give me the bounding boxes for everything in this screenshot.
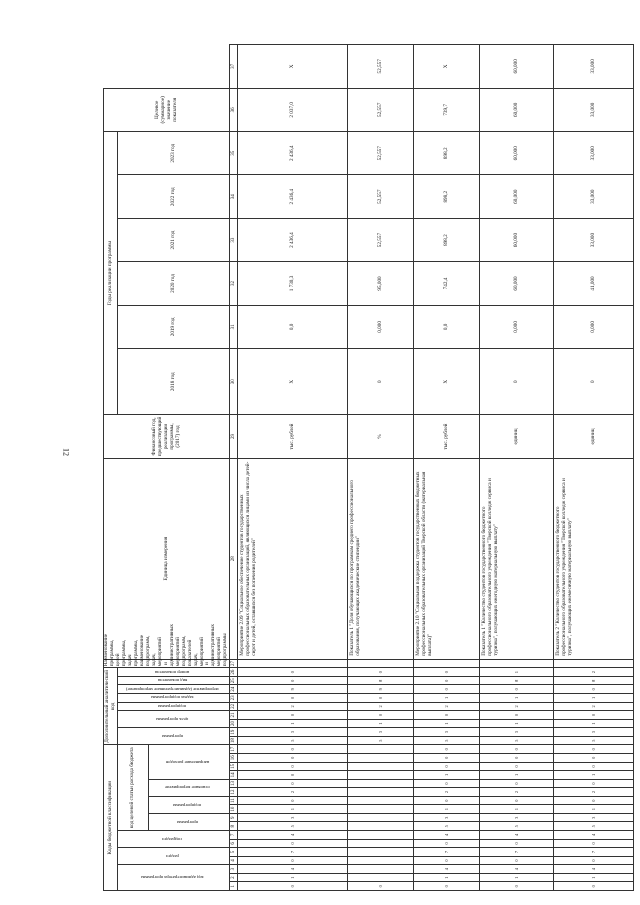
column-number: 19 bbox=[230, 729, 236, 735]
row-unit: % bbox=[348, 415, 414, 458]
row-year-value: 33,000 bbox=[554, 88, 634, 131]
code-cell: 1 bbox=[554, 771, 634, 780]
header-year-2020: 2020 год bbox=[118, 262, 230, 305]
code-cell bbox=[348, 813, 414, 822]
column-number: 7 bbox=[230, 831, 238, 840]
header-program: программа bbox=[148, 813, 230, 830]
code-cell: 0 bbox=[414, 779, 480, 788]
row-year-value: 60,000 bbox=[480, 262, 554, 305]
table-row bbox=[348, 45, 414, 891]
row-base-year: Х bbox=[414, 349, 480, 415]
row-year-value: 60,000 bbox=[480, 88, 554, 131]
row-year-value: 60,000 bbox=[480, 175, 554, 218]
code-cell: 1 bbox=[554, 719, 634, 728]
column-number: 27 bbox=[230, 660, 236, 666]
code-cell: 0 bbox=[414, 796, 480, 805]
code-cell: 4 bbox=[238, 865, 348, 874]
code-cell: 0 bbox=[238, 745, 348, 754]
code-cell: 4 bbox=[238, 831, 348, 840]
row-year-value: 52,557 bbox=[348, 132, 414, 175]
row-name: Мероприятие 2.10 "Социальная поддержка студентов государственных бюджетных профессиональных образовательных организаций Тверской области (материальная выплата)" bbox=[414, 458, 480, 659]
code-cell bbox=[348, 848, 414, 857]
code-cell: 0 bbox=[238, 779, 348, 788]
header-main-event: основное мероприятие bbox=[148, 779, 230, 796]
code-cell: 0 bbox=[554, 711, 634, 720]
row-year-value: 2 037,0 bbox=[238, 88, 348, 131]
code-cell bbox=[348, 796, 414, 805]
code-cell bbox=[348, 745, 414, 754]
row-year-value: 52,557 bbox=[348, 88, 414, 131]
row-year-value: 1 730,3 bbox=[238, 262, 348, 305]
code-cell: 4 bbox=[414, 865, 480, 874]
code-cell: 8 bbox=[554, 676, 634, 685]
code-cell: 0 bbox=[554, 779, 634, 788]
header-years-group: Годы реализации программы bbox=[104, 132, 118, 415]
code-cell: 0 bbox=[348, 711, 414, 720]
code-cell: 3 bbox=[554, 813, 634, 822]
row-year-value: 898,2 bbox=[414, 218, 480, 261]
column-number: 37 bbox=[230, 45, 238, 89]
code-cell: 1 bbox=[480, 771, 554, 780]
row-year-value: 0,0 bbox=[238, 305, 348, 348]
code-cell: 0 bbox=[414, 685, 480, 694]
column-number: 28 bbox=[230, 458, 238, 659]
column-number: 18 bbox=[230, 738, 236, 744]
row-base-year: 0 bbox=[480, 349, 554, 415]
code-cell: 0 bbox=[554, 685, 634, 694]
header-add-task: задача подпрограммы bbox=[118, 694, 230, 703]
code-cell: 1 bbox=[414, 719, 480, 728]
column-number: 3 bbox=[230, 865, 238, 874]
column-number: 22 bbox=[230, 703, 236, 709]
code-cell: 1 bbox=[480, 719, 554, 728]
code-cell: 0 bbox=[480, 754, 554, 763]
code-cell bbox=[348, 805, 414, 814]
header-year-2018: 2018 год bbox=[118, 349, 230, 415]
code-cell bbox=[348, 856, 414, 865]
code-cell: 5 bbox=[238, 822, 348, 831]
column-number: 9 bbox=[230, 813, 238, 822]
code-cell: 8 bbox=[348, 676, 414, 685]
code-cell: 1 bbox=[414, 805, 480, 814]
column-number: 20 bbox=[230, 721, 236, 727]
code-cell: 0 bbox=[348, 882, 414, 891]
table-row bbox=[238, 45, 348, 891]
code-cell bbox=[238, 659, 348, 668]
code-cell: 2 bbox=[414, 788, 480, 797]
code-cell: 4 bbox=[480, 831, 554, 840]
code-cell: 1 bbox=[238, 805, 348, 814]
code-cell: 1 bbox=[414, 694, 480, 703]
code-cell: 0 bbox=[238, 839, 348, 848]
code-cell: 5 bbox=[554, 736, 634, 745]
code-cell: 0 bbox=[554, 762, 634, 771]
column-number: 2 bbox=[230, 873, 238, 882]
code-cell: 2 bbox=[238, 788, 348, 797]
table-row bbox=[480, 45, 554, 891]
column-number: 12 bbox=[230, 789, 236, 795]
code-cell: 7 bbox=[480, 848, 554, 857]
code-cell bbox=[348, 873, 414, 882]
column-number: 26 bbox=[230, 669, 236, 675]
code-cell: 1 bbox=[414, 771, 480, 780]
code-cell: 9 bbox=[348, 685, 414, 694]
rotated-table-container bbox=[103, 44, 600, 891]
code-cell: 0 bbox=[480, 745, 554, 754]
code-cell: 0 bbox=[414, 711, 480, 720]
column-number: 17 bbox=[230, 746, 236, 752]
code-cell: 7 bbox=[414, 848, 480, 857]
row-unit: тыс. рублей bbox=[238, 415, 348, 458]
code-cell: 3 bbox=[238, 728, 348, 737]
code-cell bbox=[348, 754, 414, 763]
column-number: 25 bbox=[230, 678, 236, 684]
code-cell: 0 bbox=[238, 856, 348, 865]
budget-table bbox=[103, 44, 634, 891]
header-subprogram: подпрограмма bbox=[148, 796, 230, 813]
code-cell: 0 bbox=[480, 779, 554, 788]
code-cell bbox=[414, 659, 480, 668]
code-cell: 4 bbox=[554, 865, 634, 874]
row-year-value: 2 436,4 bbox=[238, 175, 348, 218]
code-cell: 0 bbox=[238, 762, 348, 771]
column-number: 14 bbox=[230, 772, 236, 778]
column-number: 15 bbox=[230, 763, 236, 769]
code-cell: 0 bbox=[554, 839, 634, 848]
header-add-event: мероприятие (административное мероприятие) bbox=[118, 685, 230, 694]
header-subsection: подраздел bbox=[118, 831, 230, 848]
code-cell: 1 bbox=[480, 805, 554, 814]
code-cell: 0 bbox=[480, 882, 554, 891]
column-number: 29 bbox=[230, 415, 238, 458]
code-cell: 5 bbox=[480, 822, 554, 831]
code-cell: 0 bbox=[414, 754, 480, 763]
row-year-value: 898,2 bbox=[414, 175, 480, 218]
code-cell: 2 bbox=[554, 702, 634, 711]
row-year-value: 2 436,4 bbox=[238, 132, 348, 175]
code-cell: 5 bbox=[414, 736, 480, 745]
code-cell: 7 bbox=[238, 848, 348, 857]
code-cell: 3 bbox=[414, 813, 480, 822]
header-add-program: программа bbox=[118, 728, 230, 745]
column-number: 21 bbox=[230, 712, 236, 718]
row-year-value: 52,557 bbox=[348, 218, 414, 261]
row-target: Х bbox=[238, 45, 348, 89]
code-cell: 0 bbox=[480, 711, 554, 720]
code-cell bbox=[348, 831, 414, 840]
header-target-article: код целевой статьи расхода бюджета bbox=[118, 745, 149, 831]
code-cell: 0 bbox=[480, 685, 554, 694]
header-add-goal: цель программы bbox=[118, 711, 230, 728]
code-cell: 3 bbox=[414, 728, 480, 737]
row-year-value: 95,000 bbox=[348, 262, 414, 305]
row-year-value: 60,000 bbox=[480, 132, 554, 175]
code-cell: 4 bbox=[554, 831, 634, 840]
code-cell: 0 bbox=[554, 882, 634, 891]
row-name: Показатель 2 "Количество студентов государственного бюджетного профессионального образовательного учреждения "Тверской колледж сервиса и туризма", получающих ежемесячную материальную выплату" bbox=[554, 458, 634, 659]
row-year-value: 2 436,4 bbox=[238, 218, 348, 261]
code-cell: 7 bbox=[554, 848, 634, 857]
code-cell: 0 bbox=[348, 694, 414, 703]
row-year-value: 33,000 bbox=[554, 175, 634, 218]
column-number: 30 bbox=[230, 349, 238, 415]
header-add-indicator-number: номер показателя bbox=[118, 668, 230, 677]
code-cell: 0 bbox=[238, 668, 348, 677]
code-cell: 0 bbox=[238, 771, 348, 780]
row-name: Мероприятие 2.09 "Социальное обеспечение студентов государственных профессиональных образовательных организаций, являющихся лицами из числа детей-сирот и детей, оставшихся без попечения родителей" bbox=[238, 458, 348, 659]
code-cell: 0 bbox=[554, 754, 634, 763]
code-cell: 1 bbox=[554, 694, 634, 703]
code-cell: 0 bbox=[238, 694, 348, 703]
code-cell: 2 bbox=[480, 702, 554, 711]
code-cell: 1 bbox=[348, 719, 414, 728]
code-cell: 3 bbox=[480, 813, 554, 822]
code-cell: 0 bbox=[238, 882, 348, 891]
code-cell bbox=[348, 771, 414, 780]
code-cell: 1 bbox=[238, 719, 348, 728]
code-cell: 0 bbox=[554, 796, 634, 805]
row-target: 52,557 bbox=[348, 45, 414, 89]
row-unit: единиц bbox=[554, 415, 634, 458]
code-cell: 0 bbox=[238, 754, 348, 763]
code-cell: 0 bbox=[480, 856, 554, 865]
code-cell: 2 bbox=[414, 702, 480, 711]
row-unit: тыс. рублей bbox=[414, 415, 480, 458]
column-number: 4 bbox=[230, 856, 238, 865]
header-admin-code: код администратора программы bbox=[118, 865, 230, 891]
column-number: 31 bbox=[230, 305, 238, 348]
code-cell bbox=[480, 659, 554, 668]
table-row bbox=[554, 45, 634, 891]
code-cell: 0 bbox=[238, 711, 348, 720]
column-number: 36 bbox=[230, 88, 238, 131]
column-number: 35 bbox=[230, 132, 238, 175]
code-cell: 3 bbox=[348, 728, 414, 737]
column-number: 24 bbox=[230, 686, 236, 692]
row-target: Х bbox=[414, 45, 480, 89]
code-cell bbox=[348, 822, 414, 831]
code-cell: 3 bbox=[238, 813, 348, 822]
header-base-year: Финансовый год, предшествующий реализации программы, (2017) год bbox=[104, 415, 230, 458]
row-year-value: 52,557 bbox=[348, 175, 414, 218]
code-cell: 0 bbox=[480, 762, 554, 771]
row-year-value: 0,0 bbox=[414, 305, 480, 348]
header-year-2021: 2021 год bbox=[118, 218, 230, 261]
code-cell bbox=[348, 865, 414, 874]
code-cell: 5 bbox=[480, 736, 554, 745]
code-cell: 0 bbox=[480, 839, 554, 848]
header-add-indicator-type: вид показателя bbox=[118, 676, 230, 685]
code-cell: 0 bbox=[414, 882, 480, 891]
column-number: 34 bbox=[230, 175, 238, 218]
header-year-2019: 2019 год bbox=[118, 305, 230, 348]
code-cell: 4 bbox=[414, 831, 480, 840]
header-budget-class: Коды бюджетной классификации bbox=[104, 745, 118, 891]
code-cell: 5 bbox=[414, 822, 480, 831]
code-cell: 0 bbox=[414, 676, 480, 685]
code-cell: 1 bbox=[480, 668, 554, 677]
row-base-year: 0 bbox=[348, 349, 414, 415]
header-add-subprogram: подпрограмма bbox=[118, 702, 230, 711]
code-cell: 4 bbox=[480, 865, 554, 874]
code-cell: 3 bbox=[554, 728, 634, 737]
row-year-value: 33,000 bbox=[554, 132, 634, 175]
code-cell: 0 bbox=[554, 745, 634, 754]
header-target: Целевое (суммарное) значение показателя bbox=[104, 88, 230, 131]
code-cell: 0 bbox=[238, 676, 348, 685]
header-section: раздел bbox=[118, 848, 230, 865]
row-year-value: 0,000 bbox=[480, 305, 554, 348]
column-number: 5 bbox=[230, 848, 238, 857]
column-number: 6 bbox=[230, 839, 238, 848]
code-cell: 1 bbox=[238, 873, 348, 882]
code-cell: 9 bbox=[238, 685, 348, 694]
header-year-2022: 2022 год bbox=[118, 175, 230, 218]
row-year-value: 898,2 bbox=[414, 132, 480, 175]
code-cell: 1 bbox=[480, 873, 554, 882]
row-year-value: 739,7 bbox=[414, 88, 480, 131]
column-number: 8 bbox=[230, 822, 238, 831]
code-cell: 2 bbox=[554, 788, 634, 797]
column-numbers-row bbox=[230, 45, 238, 891]
code-cell: 5 bbox=[348, 736, 414, 745]
header-year-2023: 2023 год bbox=[118, 132, 230, 175]
code-cell: 1 bbox=[554, 873, 634, 882]
row-base-year: Х bbox=[238, 349, 348, 415]
table-row bbox=[414, 45, 480, 891]
code-cell: 5 bbox=[238, 736, 348, 745]
row-target: 60,000 bbox=[480, 45, 554, 89]
row-year-value: 0,000 bbox=[554, 305, 634, 348]
code-cell: 3 bbox=[480, 728, 554, 737]
code-cell bbox=[348, 788, 414, 797]
code-cell bbox=[348, 762, 414, 771]
code-cell bbox=[348, 659, 414, 668]
code-cell: 0 bbox=[414, 668, 480, 677]
code-cell: 1 bbox=[414, 873, 480, 882]
row-unit: единиц bbox=[480, 415, 554, 458]
row-name: Показатель 1 "Доля обучающихся по программам среднего профессионального образования, получающих академические стипендии" bbox=[348, 458, 414, 659]
header-name: Наименование программы, целей программы, задач программы, наименование подпрограмм, задач, мероприятий и административных мероприятий подпрограмм, показателей задач, мероприятий и административных мероприятий подпрограммы bbox=[103, 623, 229, 667]
code-cell: 0 bbox=[414, 856, 480, 865]
column-number: 23 bbox=[230, 695, 236, 701]
column-number: 32 bbox=[230, 262, 238, 305]
row-year-value: 742,4 bbox=[414, 262, 480, 305]
code-cell: 2 bbox=[348, 702, 414, 711]
column-number: 13 bbox=[230, 780, 236, 786]
code-cell: 2 bbox=[238, 702, 348, 711]
column-number: 1 bbox=[230, 882, 238, 891]
column-number: 10 bbox=[230, 806, 236, 812]
row-name: Показатель 1 "Количество студентов государственного бюджетного профессионального образовательного учреждения "Тверской колледж сервиса и туризма", получающих ежегодную материальную выплату" bbox=[480, 458, 554, 659]
code-cell: 2 bbox=[480, 788, 554, 797]
code-cell: 5 bbox=[554, 822, 634, 831]
code-cell: 0 bbox=[414, 745, 480, 754]
code-cell: 0 bbox=[414, 762, 480, 771]
code-cell: 0 bbox=[554, 856, 634, 865]
header-expense-dir: направление расходов bbox=[148, 745, 230, 779]
code-cell bbox=[348, 839, 414, 848]
header-additional-code: Дополнительный аналитический код bbox=[104, 668, 118, 745]
code-cell: 0 bbox=[238, 796, 348, 805]
row-year-value: 41,000 bbox=[554, 262, 634, 305]
code-cell: 0 bbox=[348, 668, 414, 677]
code-cell bbox=[554, 659, 634, 668]
column-number: 11 bbox=[230, 798, 236, 804]
page-number: 12 bbox=[61, 448, 71, 456]
code-cell: 1 bbox=[480, 694, 554, 703]
row-year-value: 0,000 bbox=[348, 305, 414, 348]
row-year-value: 60,000 bbox=[480, 218, 554, 261]
row-year-value: 33,000 bbox=[554, 218, 634, 261]
code-cell: 2 bbox=[554, 668, 634, 677]
code-cell: 8 bbox=[480, 676, 554, 685]
column-number: 16 bbox=[230, 755, 236, 761]
code-cell bbox=[348, 779, 414, 788]
header-unit: Единица измерения bbox=[104, 458, 230, 659]
code-cell: 0 bbox=[414, 839, 480, 848]
column-number: 33 bbox=[230, 218, 238, 261]
code-cell: 0 bbox=[480, 796, 554, 805]
row-target: 33,000 bbox=[554, 45, 634, 89]
row-base-year: 0 bbox=[554, 349, 634, 415]
code-cell: 1 bbox=[554, 805, 634, 814]
